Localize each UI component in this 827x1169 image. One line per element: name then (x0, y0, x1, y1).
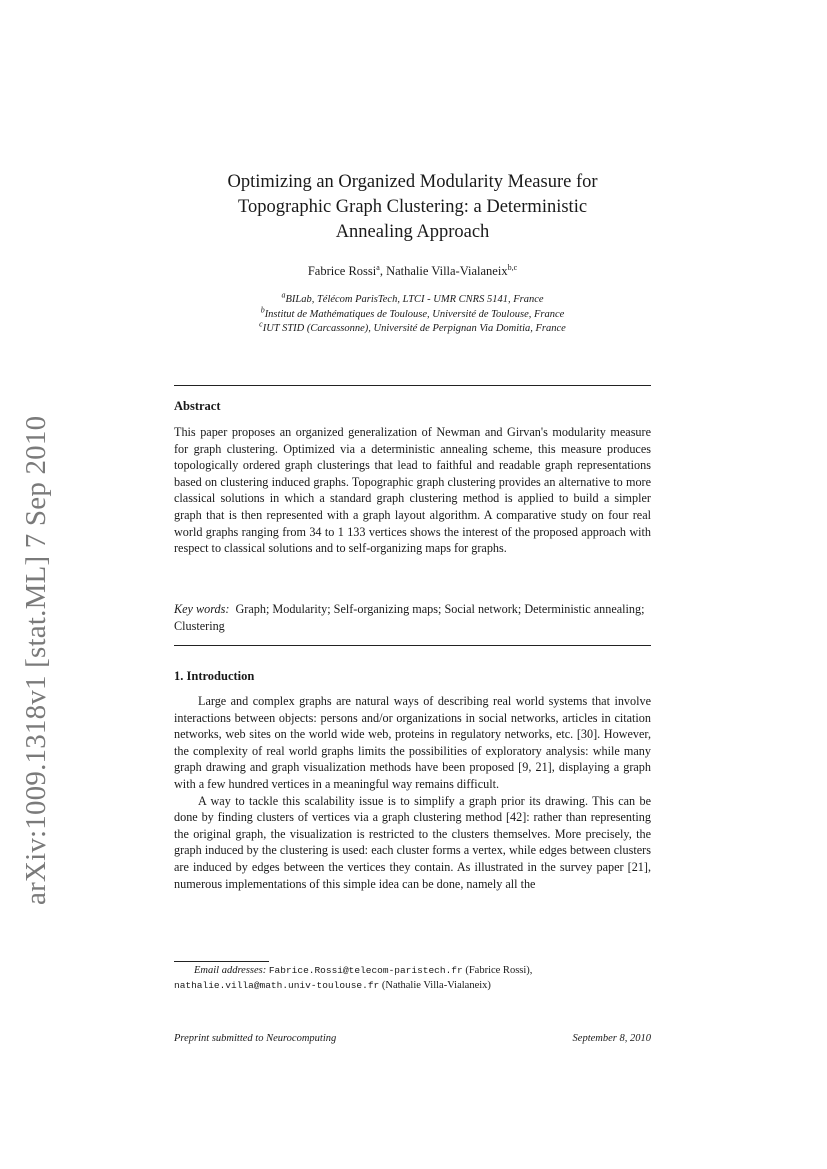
affiliation-line: $^b$Institut de Mathématiques de Toulouse, Université de Toulouse, France (260, 305, 565, 320)
preprint-date: September 8, 2010 (572, 1033, 651, 1044)
keywords-label: Key words: (174, 602, 230, 616)
abstract-heading: Abstract (174, 399, 221, 413)
title-line: Annealing Approach (335, 222, 490, 242)
footnote-rule (174, 961, 269, 962)
keywords-text: Graph; Modularity; Self-organizing maps; Social network; Deterministic annealing; Clustering (174, 602, 645, 633)
email-owner: (Nathalie Villa-Vialaneix) (381, 980, 491, 991)
section-heading-introduction: 1. Introduction (174, 669, 255, 683)
keywords (174, 601, 651, 634)
abstract-text: This paper proposes an organized generalization of Newman and Girvan's modularity measure for graph clustering. Optimized via a deterministic annealing scheme, this measure produces topologically ordered graph clusterings that lead to faithful and readable graph representations based on clustering induced graphs. Topographic graph clustering provides an alternative to more classical solutions in which a standard graph clustering method is applied to build a simpler graph that is then represented with a graph layout algorithm. A comparative study on four real world graphs ranging from 34 to 1 133 vertices shows the interest of the proposed approach with respect to classical solutions and to self-organizing maps for graphs. (174, 425, 651, 556)
introduction-body (174, 693, 651, 892)
author-affil-mark: a (376, 262, 380, 272)
author-name: Nathalie Villa-Vialaneix (386, 264, 508, 278)
footnote-emails (174, 963, 651, 993)
preprint-note: Preprint submitted to Neurocomputing (174, 1033, 337, 1044)
abstract-top-rule (174, 385, 651, 386)
paragraph: Large and complex graphs are natural ways of describing real world systems that involve interactions between objects: persons and/or organizations in social networks, articles in citation networks, web sites on the world wide web, proteins in regulatory networks, etc. [30]. However, the complexity of real world graphs limits the possibilities of exploratory analysis: while many graph drawing and graph visualization methods have been proposed [9, 21], displaying a graph with a few hundred vertices in a meaningful way remains difficult. (174, 694, 651, 791)
footnote-label: Email addresses: (194, 965, 267, 976)
paragraph: A way to tackle this scalability issue is to simplify a graph prior its drawing. This can be done by finding clusters of vertices via a graph clustering method [42]: rather than representing the original graph, the visualization is restricted to the clusters themselves. More precisely, the graph induced by the clustering is used: each cluster forms a vertex, while edges between clusters are induced by edges between the vertices they contain. As illustrated in the survey paper [21], numerous implementations of this simple idea can be done, namely all the (174, 793, 651, 891)
title-line: Optimizing an Organized Modularity Measure for (227, 172, 598, 192)
arxiv-identifier-stamp: arXiv:1009.1318v1 [stat.ML] 7 Sep 2010 (20, 415, 52, 905)
author-name: Fabrice Rossi (307, 264, 377, 278)
email-link[interactable]: Fabrice.Rossi@telecom-paristech.fr (268, 965, 463, 976)
affiliations (150, 290, 675, 337)
title-line: Topographic Graph Clustering: a Deterministic (237, 197, 588, 217)
paper-title (150, 170, 675, 245)
affiliation-line: $^c$IUT STID (Carcassonne), Université de Perpignan Via Domitia, France (259, 319, 566, 334)
abstract-bottom-rule (174, 645, 651, 646)
email-owner: (Fabrice Rossi), (465, 965, 533, 976)
email-link[interactable]: nathalie.villa@math.univ-toulouse.fr (174, 980, 380, 991)
author-affil-mark: b,c (507, 262, 518, 272)
affiliation-line: $^a$BILab, Télécom ParisTech, LTCI - UMR CNRS 5141, France (281, 290, 544, 305)
author-list: Fabrice Rossi$^a$, Nathalie Villa-Vialaneix$^{b,c}$ (307, 262, 518, 278)
